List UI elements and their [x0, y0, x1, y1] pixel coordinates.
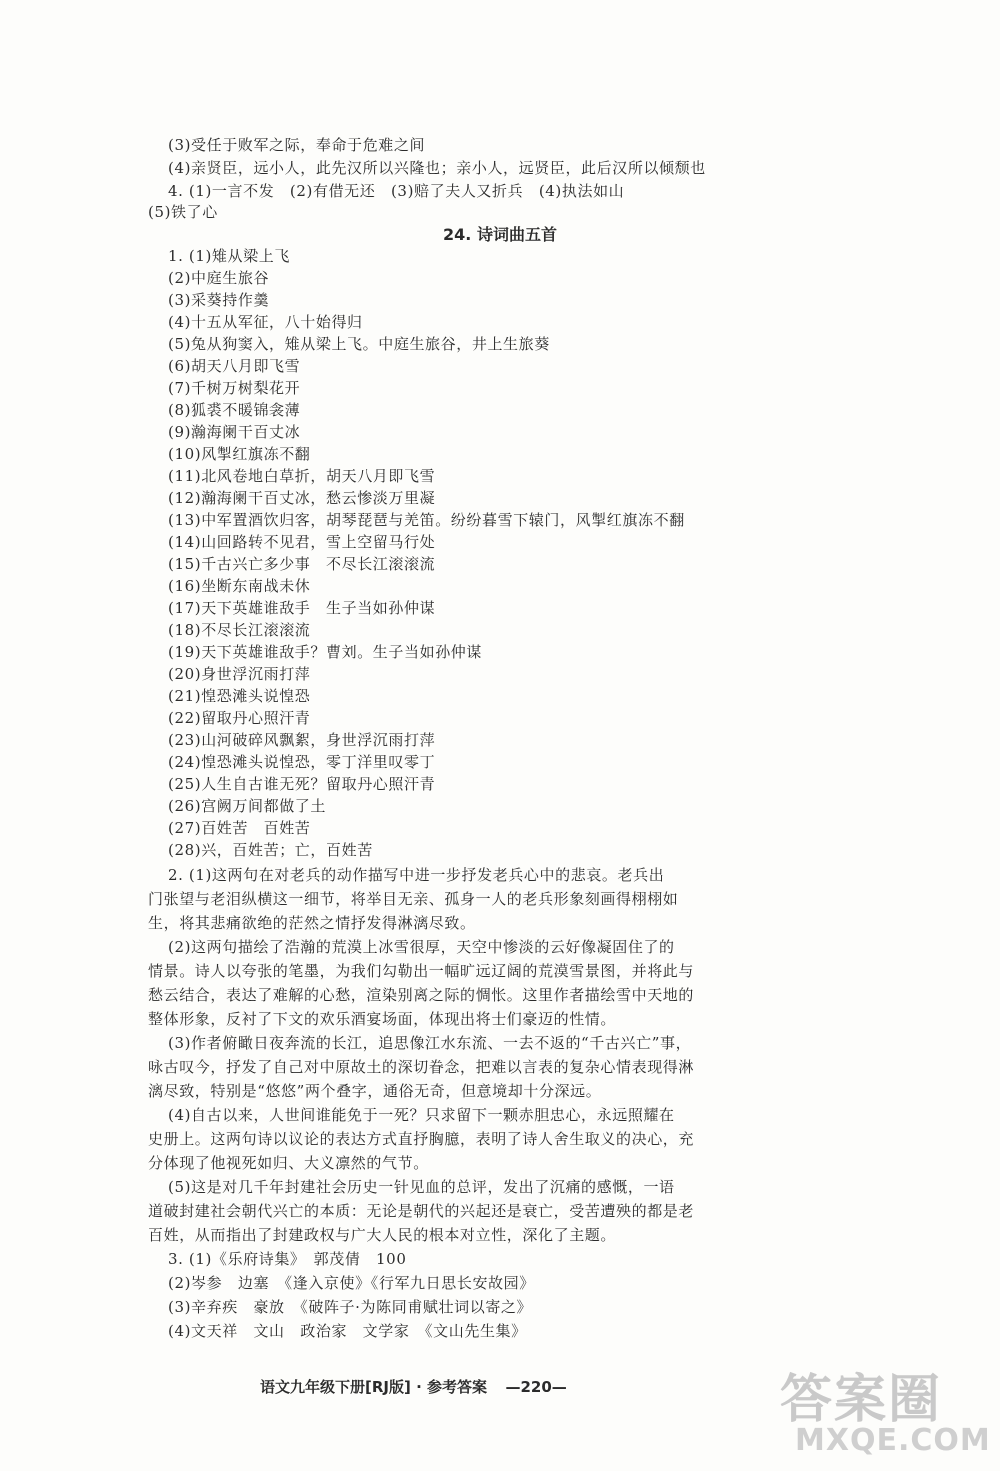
list-item: (7)千树万树梨花开	[168, 379, 301, 397]
list-item: (2)中庭生旅谷	[168, 269, 270, 287]
answer-line: (2)岑参 边塞 《逢入京使》《行军九日思长安故园》	[168, 1274, 535, 1292]
paragraph-line: 情景。诗人以夸张的笔墨，为我们勾勒出一幅旷远辽阔的荒漠雪景图，并将此与	[148, 962, 695, 980]
list-item: (19)天下英雄谁敌手？曹刘。生子当如孙仲谋	[168, 643, 482, 661]
list-item: (12)瀚海阑干百丈冰，愁云惨淡万里凝	[168, 489, 436, 507]
list-item: (15)千古兴亡多少事 不尽长江滚滚流	[168, 555, 436, 573]
list-item: (28)兴，百姓苦；亡，百姓苦	[168, 841, 373, 859]
list-item: (14)山回路转不见君，雪上空留马行处	[168, 533, 436, 551]
watermark-text: 答案圈	[780, 1370, 943, 1430]
list-item: (5)兔从狗窦入，雉从梁上飞。中庭生旅谷，井上生旅葵	[168, 335, 550, 353]
page-number: —220—	[505, 1378, 567, 1396]
list-item: (25)人生自古谁无死？留取丹心照汗青	[168, 775, 436, 793]
list-item: (10)风掣红旗冻不翻	[168, 445, 311, 463]
paragraph-line: 整体形象，反衬了下文的欢乐酒宴场面，体现出将士们豪迈的性情。	[148, 1010, 617, 1028]
answer-line: (3)辛弃疾 豪放 《破阵子·为陈同甫赋壮词以寄之》	[168, 1298, 533, 1316]
paragraph-line: 咏古叹今，抒发了自己对中原故土的深切眷念，把难以言表的复杂心情表现得淋	[148, 1058, 695, 1076]
list-item: (26)宫阙万间都做了土	[168, 797, 326, 815]
watermark-url: MXQE.COM	[795, 1423, 991, 1458]
answer-line: (4)文天祥 文山 政治家 文学家 《文山先生集》	[168, 1322, 527, 1340]
paragraph-line: 2. (1)这两句在对老兵的动作描写中进一步抒发老兵心中的悲哀。老兵出	[168, 866, 665, 884]
paragraph-line: 漓尽致，特别是“悠悠”两个叠字，通俗无奇，但意境却十分深远。	[148, 1082, 602, 1100]
list-item: (22)留取丹心照汗青	[168, 709, 311, 727]
list-item: (11)北风卷地白草折，胡天八月即飞雪	[168, 467, 436, 485]
footer-label: 参考答案	[427, 1378, 488, 1396]
paragraph-line: 愁云结合，表达了难解的心愁，渲染别离之际的惆怅。这里作者描绘雪中天地的	[148, 986, 695, 1004]
paragraph-line: (4)自古以来，人世间谁能免于一死？只求留下一颗赤胆忠心，永远照耀在	[168, 1106, 675, 1124]
paragraph-line: 分体现了他视死如归、大义凛然的气节。	[148, 1154, 429, 1172]
list-item: (6)胡天八月即飞雪	[168, 357, 301, 375]
paragraph-line: 门张望与老泪纵横这一细节，将举目无亲、孤身一人的老兵形象刻画得栩栩如	[148, 890, 679, 908]
watermark-logo	[755, 1351, 1000, 1471]
list-item: (27)百姓苦 百姓苦	[168, 819, 311, 837]
paragraph-line: (2)这两句描绘了浩瀚的荒漠上冰雪很厚，天空中惨淡的云好像凝固住了的	[168, 938, 675, 956]
list-item: (4)十五从军征，八十始得归	[168, 313, 363, 331]
paragraph-line: 史册上。这两句诗以议论的表达方式直抒胸臆，表明了诗人舍生取义的决心，充	[148, 1130, 695, 1148]
paragraph-line: (5)这是对几千年封建社会历史一针见血的总评，发出了沉痛的感慨，一语	[168, 1178, 675, 1196]
list-item: (13)中军置酒饮归客，胡琴琵琶与羌笛。纷纷暮雪下辕门，风掣红旗冻不翻	[168, 511, 685, 529]
list-item: (23)山河破碎风飘絮，身世浮沉雨打萍	[168, 731, 436, 749]
footer-book-title: 语文九年级下册[RJ版]	[260, 1378, 411, 1396]
answer-line: (5)铁了心	[148, 203, 218, 221]
list-item: (17)天下英雄谁敌手 生子当如孙仲谋	[168, 599, 436, 617]
list-item: (20)身世浮沉雨打萍	[168, 665, 311, 683]
list-item: (16)坐断东南战未休	[168, 577, 311, 595]
list-item: (21)惶恐滩头说惶恐	[168, 687, 311, 705]
list-item: (3)采葵持作羹	[168, 291, 270, 309]
section-title: 24. 诗词曲五首	[443, 225, 557, 244]
list-item: (24)惶恐滩头说惶恐，零丁洋里叹零丁	[168, 753, 436, 771]
list-item: (9)瀚海阑干百丈冰	[168, 423, 301, 441]
paragraph-line: 生，将其悲痛欲绝的茫然之情抒发得淋漓尽致。	[148, 914, 476, 932]
page-footer	[260, 1376, 567, 1397]
answer-line: 4. (1)一言不发 (2)有借无还 (3)赔了夫人又折兵 (4)执法如山	[168, 182, 625, 200]
list-item: 1. (1)雉从梁上飞	[168, 247, 290, 265]
list-item: (18)不尽长江滚滚流	[168, 621, 311, 639]
answer-line: (3)受任于败军之际，奉命于危难之间	[168, 136, 426, 154]
footer-dot: ·	[416, 1378, 422, 1396]
paragraph-line: 道破封建社会朝代兴亡的本质：无论是朝代的兴起还是衰亡，受苦遭殃的都是老	[148, 1202, 695, 1220]
paragraph-line: 百姓，从而指出了封建政权与广大人民的根本对立性，深化了主题。	[148, 1226, 617, 1244]
list-item: (8)狐裘不暖锦衾薄	[168, 401, 301, 419]
paragraph-line: (3)作者俯瞰日夜奔流的长江，追思像江水东流、一去不返的“千古兴亡”事，	[168, 1034, 692, 1052]
answer-line: (4)亲贤臣，远小人，此先汉所以兴隆也；亲小人，远贤臣，此后汉所以倾颓也	[168, 159, 706, 177]
answer-line: 3. (1)《乐府诗集》 郭茂倩 100	[168, 1250, 407, 1268]
